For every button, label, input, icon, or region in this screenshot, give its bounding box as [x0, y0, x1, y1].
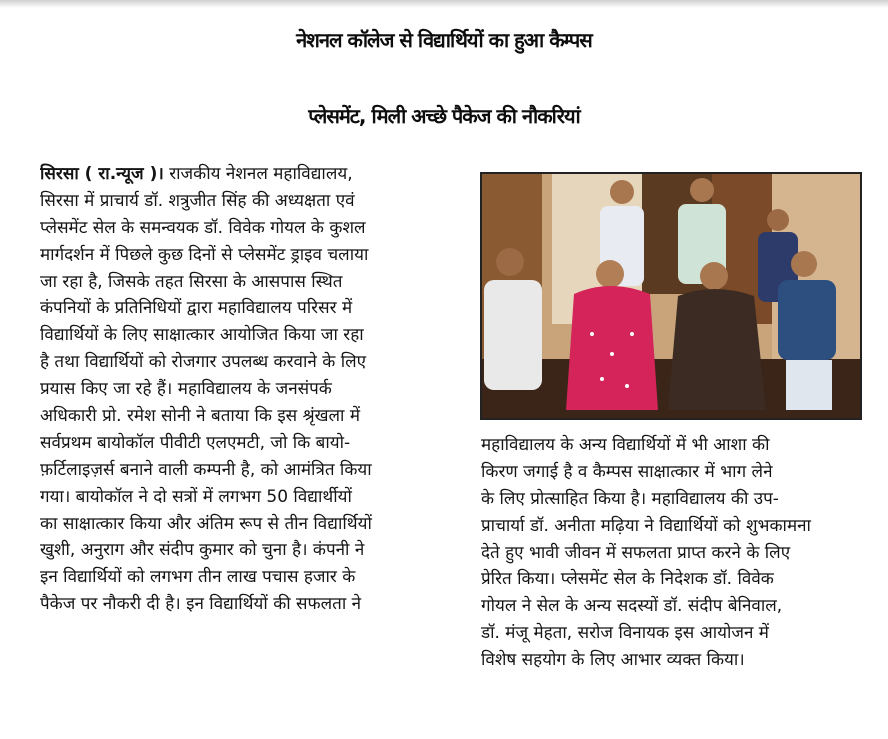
- article-line: अधिकारी प्रो. रमेश सोनी ने बताया कि इस श्रृंखला में: [40, 406, 361, 427]
- article-line: कंपनियों के प्रतिनिधियों द्वारा महाविद्यालय परिसर में: [40, 298, 353, 319]
- article-line: गोयल ने सेल के अन्य सदस्यों डॉ. संदीप बेनिवाल,: [481, 596, 783, 617]
- dateline: सिरसा ( रा.न्यूज )।: [40, 164, 164, 184]
- article-line: प्रयास किए जा रहे हैं। महाविद्यालय के जनसंपर्क: [40, 379, 332, 400]
- article-line: विद्यार्थियों के लिए साक्षात्कार आयोजित किया जा रहा: [40, 325, 364, 346]
- article-line: विशेष सहयोग के लिए आभार व्यक्त किया।: [481, 650, 745, 671]
- article-line: किरण जगाई है व कैम्पस साक्षात्कार में भाग लेने: [481, 461, 773, 482]
- headline-line-2: प्लेसमेंट, मिली अच्छे पैकेज की नौकरियां: [308, 104, 580, 128]
- article-line: सिरसा ( रा.न्यूज )। राजकीय नेशनल महाविद्यालय,: [40, 164, 353, 184]
- article-right-column: [481, 432, 863, 674]
- article-line: सर्वप्रथम बायोकॉल पीवीटी एलएमटी, जो कि बायो-: [40, 432, 351, 453]
- article-line: जा रहा है, जिसके तहत सिरसा के आसपास स्थित: [40, 271, 343, 292]
- article-left-column: [40, 161, 462, 618]
- article-line: फ़र्टिलाइज़र्स बनाने वाली कम्पनी है, को आमंत्रित किया: [40, 459, 372, 480]
- article-line: सिरसा में प्राचार्य डॉ. शत्रुजीत सिंह की अध्यक्षता एवं: [40, 190, 355, 211]
- top-edge-strip: [0, 0, 888, 8]
- article-line: है तथा विद्यार्थियों को रोजगार उपलब्ध करवाने के लिए: [40, 352, 367, 373]
- article-line: के लिए प्रोत्साहित किया है। महाविद्यालय की उप-: [481, 488, 779, 509]
- group-photo: [480, 172, 862, 420]
- article-line: मार्गदर्शन में पिछले कुछ दिनों से प्लेसमेंट ड्राइव चलाया: [40, 244, 369, 265]
- headline-line-1: नेशनल कॉलेज से विद्यार्थियों का हुआ कैम्पस: [296, 28, 592, 52]
- article-line: महाविद्यालय के अन्य विद्यार्थियों में भी आशा की: [481, 435, 770, 455]
- article-line: देते हुए भावी जीवन में सफलता प्राप्त करने के लिए: [481, 542, 791, 563]
- article-line: प्राचार्या डॉ. अनीता मढ़िया ने विद्यार्थियों को शुभकामना: [481, 515, 811, 536]
- article-line: इन विद्यार्थियों को लगभग तीन लाख पचास हजार के: [40, 567, 356, 588]
- article-line: प्रेरित किया। प्लेसमेंट सेल के निदेशक डॉ. विवेक: [481, 569, 774, 590]
- article-line: पैकेज पर नौकरी दी है। इन विद्यार्थियों की सफलता ने: [40, 594, 362, 615]
- article-line: का साक्षात्कार किया और अंतिम रूप से तीन विद्यार्थियों: [40, 513, 372, 534]
- article-line: खुशी, अनुराग और संदीप कुमार को चुना है। कंपनी ने: [40, 540, 365, 561]
- article-line: डॉ. मंजू मेहता, सरोज विनायक इस आयोजन में: [481, 623, 769, 644]
- group-photo-illustration: [482, 174, 860, 418]
- article-line: गया। बायोकॉल ने दो सत्रों में लगभग 50 विद्यार्थीयों: [40, 486, 352, 507]
- article-line: प्लेसमेंट सेल के समन्वयक डॉ. विवेक गोयल के कुशल: [40, 217, 366, 238]
